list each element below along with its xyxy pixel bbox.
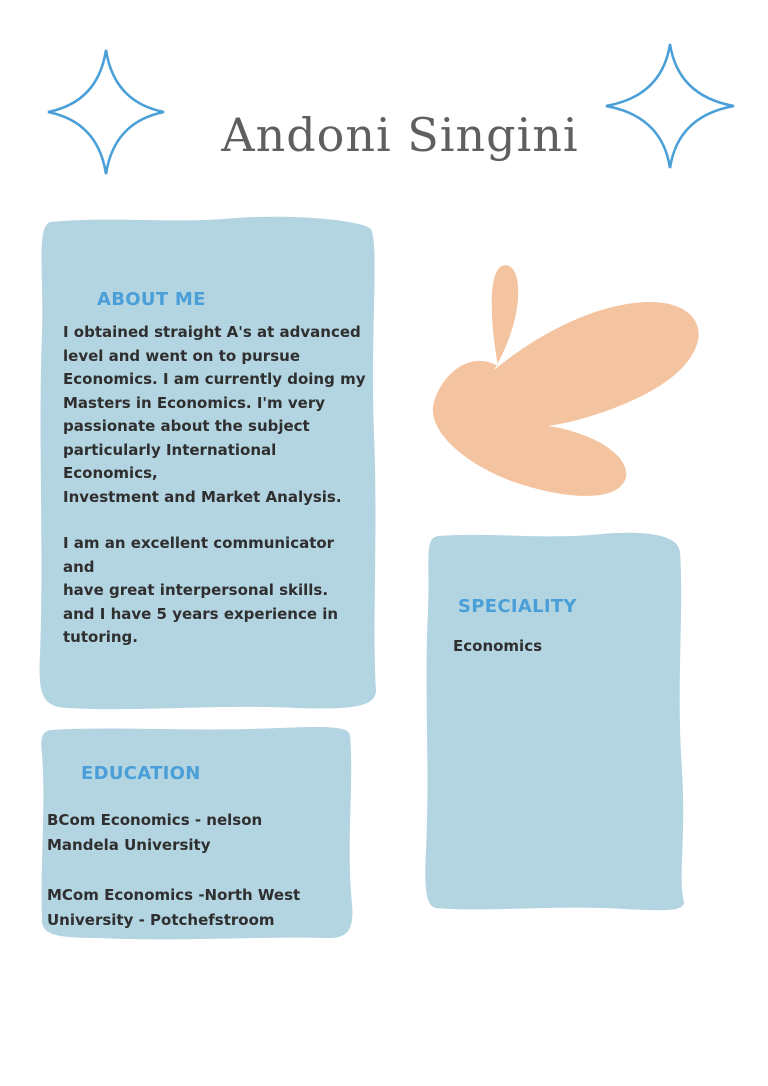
speciality-item: Economics xyxy=(453,637,543,655)
education-entry-1: BCom Economics - nelson Mandela University xyxy=(47,811,263,854)
education-body xyxy=(47,808,347,933)
page-title: Andoni Singini xyxy=(221,108,579,162)
about-heading: ABOUT ME xyxy=(97,289,206,310)
about-paragraph-1: I obtained straight A's at advanced level and went on to pursue Economics. I am currently doing my Masters in Economics. I'm very passionate about the subject particularly International Economics, Investment and Market Analysis. xyxy=(63,323,366,506)
education-entry-2: MCom Economics -North West University - Potchefstroom xyxy=(47,886,301,929)
speciality-heading: SPECIALITY xyxy=(458,596,577,617)
leaf-decoration xyxy=(430,262,710,502)
about-paragraph-2: I am an excellent communicator and have great interpersonal skills. and I have 5 years experience in tutoring. xyxy=(63,534,339,646)
speciality-panel-bg xyxy=(422,530,686,914)
about-body xyxy=(63,321,368,650)
education-heading: EDUCATION xyxy=(81,763,201,784)
